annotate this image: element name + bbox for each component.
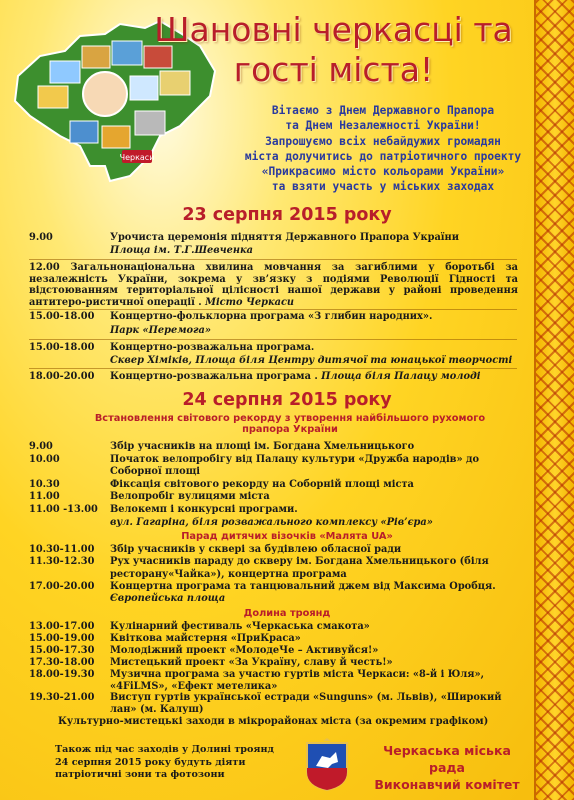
divider [29, 339, 517, 340]
schedule-row [29, 569, 347, 581]
day1-date: 23 серпня 2015 року [182, 205, 392, 225]
event-text: Загальнонаціональна хвилина мовчання за загиблими у боротьбі за незалежність України, зокрема у зв’язку з подіями Революції Гідності та відстоюванням територіальної цілісності нашої держави у районі проведення антитеро-ристичної операції . [29, 262, 518, 309]
event-text: Виступ гуртів української естради «Sunguns» (м. Львів), «Широкий [110, 692, 502, 704]
event-time: 18.00-20.00 [29, 371, 95, 382]
event-text: Початок велопробігу від Палацу культури «Дружба народів» до [110, 453, 480, 465]
event-time: 19.30-21.00 [29, 692, 95, 704]
intro-text [232, 103, 534, 195]
section-heading: Долина троянд [243, 608, 331, 619]
event-text: Кулінарний фестиваль «Черкаська смакота» [110, 621, 370, 632]
event-text: лан» (м. Калуш) [110, 704, 204, 716]
event-place: Місто Черкаси [205, 297, 295, 309]
event-time: 15.00-19.00 [29, 632, 95, 644]
footer-note-line: Також під час заходів у Долині троянд [55, 744, 274, 755]
schedule-row [29, 581, 496, 593]
schedule-row [29, 441, 414, 453]
schedule-row [29, 466, 200, 478]
event-time: 12.00 [29, 262, 60, 273]
event-text: Концертно-розважальна програма. [110, 342, 315, 353]
schedule-block [29, 262, 518, 309]
event-text: Урочиста церемонія підняття Державного Прапора України [110, 232, 459, 243]
schedule-row [29, 692, 502, 704]
event-time: 15.00-18.00 [29, 311, 95, 322]
schedule-row [29, 544, 401, 556]
footer-note [55, 744, 295, 782]
event-time: 17.00-20.00 [29, 581, 95, 593]
schedule-row [29, 232, 459, 244]
event-time: 13.00-17.00 [29, 621, 95, 632]
event-time: 15.00-17.30 [29, 644, 95, 656]
event-time: 17.30-18.00 [29, 656, 95, 668]
schedule-row [29, 479, 414, 491]
event-place: вул. Гагаріна, біля розважального комплексу «Рів’єра» [110, 517, 433, 528]
intro-line: та Днем Незалежності України! [285, 119, 481, 133]
day2-date: 24 серпня 2015 року [182, 390, 392, 410]
council-line-1: Черкаська міська рада [383, 743, 511, 775]
city-coat-of-arms-icon [302, 738, 352, 792]
event-text: Фіксація світового рекорду на Соборній площі міста [110, 478, 414, 490]
event-time: 11.30-12.30 [29, 556, 95, 568]
intro-line: міста долучитись до патріотичного проекту [244, 149, 522, 163]
schedule-row [29, 681, 277, 693]
schedule-row [29, 491, 270, 503]
event-time: 9.00 [29, 441, 53, 452]
event-text: Концертно-фольклорна програма «З глибин народних». [110, 311, 433, 322]
event-time: 10.00 [29, 453, 60, 465]
event-text: Квіткова майстерня «ПриКраса» [110, 632, 301, 644]
event-time: 11.00 [29, 491, 60, 503]
footer-note-line: патріотичні зони та фотозони [55, 769, 225, 780]
intro-line: Запрошуємо всіх небайдужих громадян [265, 134, 501, 148]
footer-note-line: 24 серпня 2015 року будуть діяти [55, 756, 246, 768]
event-text: «4FiLMS», «Ефект метелика» [110, 680, 278, 692]
event-text: Рух учасників параду до скверу ім. Богдана Хмельницького (біля [110, 556, 489, 568]
event-text: Соборної площі [110, 466, 201, 478]
photo-tile [82, 46, 110, 68]
event-text: Велокемп і конкурсні програми. [110, 504, 298, 515]
schedule-row [29, 556, 489, 568]
schedule-row [29, 342, 314, 354]
event-text: Концертно-розважальна програма . [110, 371, 318, 382]
title-line-1: Шановні черкасці та [154, 10, 513, 49]
council-line-2: Виконавчий комітет [374, 777, 520, 792]
divider [29, 368, 517, 369]
poster-title [136, 10, 531, 90]
event-place: Площа біля Палацу молоді [321, 371, 481, 382]
event-text: Збір учасників у сквері за будівлею обласної ради [110, 544, 402, 555]
schedule-row [29, 621, 370, 633]
schedule-row [29, 645, 378, 657]
closing-line: Культурно-мистецькі заходи в мікрорайонах міста (за окремим графіком) [58, 716, 489, 727]
event-place: Парк «Перемога» [110, 325, 212, 336]
council-name [368, 742, 526, 793]
intro-line: та взяти участь у міських заходах [271, 180, 495, 194]
event-text: Збір учасників на площі ім. Богдана Хмельницького [110, 441, 415, 452]
event-time: 18.00-19.30 [29, 668, 95, 680]
section-heading: Парад дитячих візочків «Малята UA» [181, 531, 393, 542]
divider [29, 309, 517, 310]
event-place: Сквер Хіміків, Площа біля Центру дитячої та юнацької творчості [110, 355, 513, 366]
schedule-row [29, 633, 301, 645]
intro-line: «Прикрасимо місто кольорами України» [261, 165, 505, 179]
photo-tile [38, 86, 68, 108]
schedule-row [29, 454, 479, 466]
event-time: 10.30-11.00 [29, 544, 95, 555]
schedule-row [29, 704, 204, 716]
event-place: Європейська площа [110, 593, 226, 604]
section-heading: Встановлення світового рекорду з утворення найбільшого рухомого прапора України [94, 413, 486, 435]
event-text: Мистецький проект «За Україну, славу й честь!» [110, 656, 393, 668]
event-text: Велопробіг вулицями міста [110, 491, 270, 503]
photo-tile [135, 111, 165, 135]
schedule-row [29, 669, 484, 681]
event-time: 11.00 -13.00 [29, 504, 98, 515]
event-text: Музична програма за участю гуртів міста Черкаси: «8-й і Юля», [110, 668, 485, 680]
event-text: Молодіжний проект «МолодеЧе – Активуйся!» [110, 644, 379, 656]
schedule-row [29, 371, 481, 383]
portrait-photo [83, 72, 127, 116]
event-text: ресторану«Чайка»), концертна програма [110, 568, 347, 580]
intro-line: Вітаємо з Днем Державного Прапора [271, 104, 495, 117]
photo-tile [50, 61, 80, 83]
map-label: Черкаси [119, 153, 155, 162]
photo-tile [102, 126, 130, 148]
schedule-row [29, 504, 298, 516]
event-time: 9.00 [29, 232, 53, 243]
event-place: Площа ім. Т.Г.Шевченка [110, 245, 254, 256]
event-time: 15.00-18.00 [29, 342, 95, 353]
photo-tile [70, 121, 98, 143]
schedule-row [29, 311, 432, 323]
event-text: Концертна програма та танцювальний джем від Максима Оробця. [110, 581, 496, 593]
event-time: 10.30 [29, 478, 60, 490]
title-line-2: гості міста! [233, 50, 434, 89]
divider [29, 259, 517, 260]
schedule-row [29, 657, 393, 669]
